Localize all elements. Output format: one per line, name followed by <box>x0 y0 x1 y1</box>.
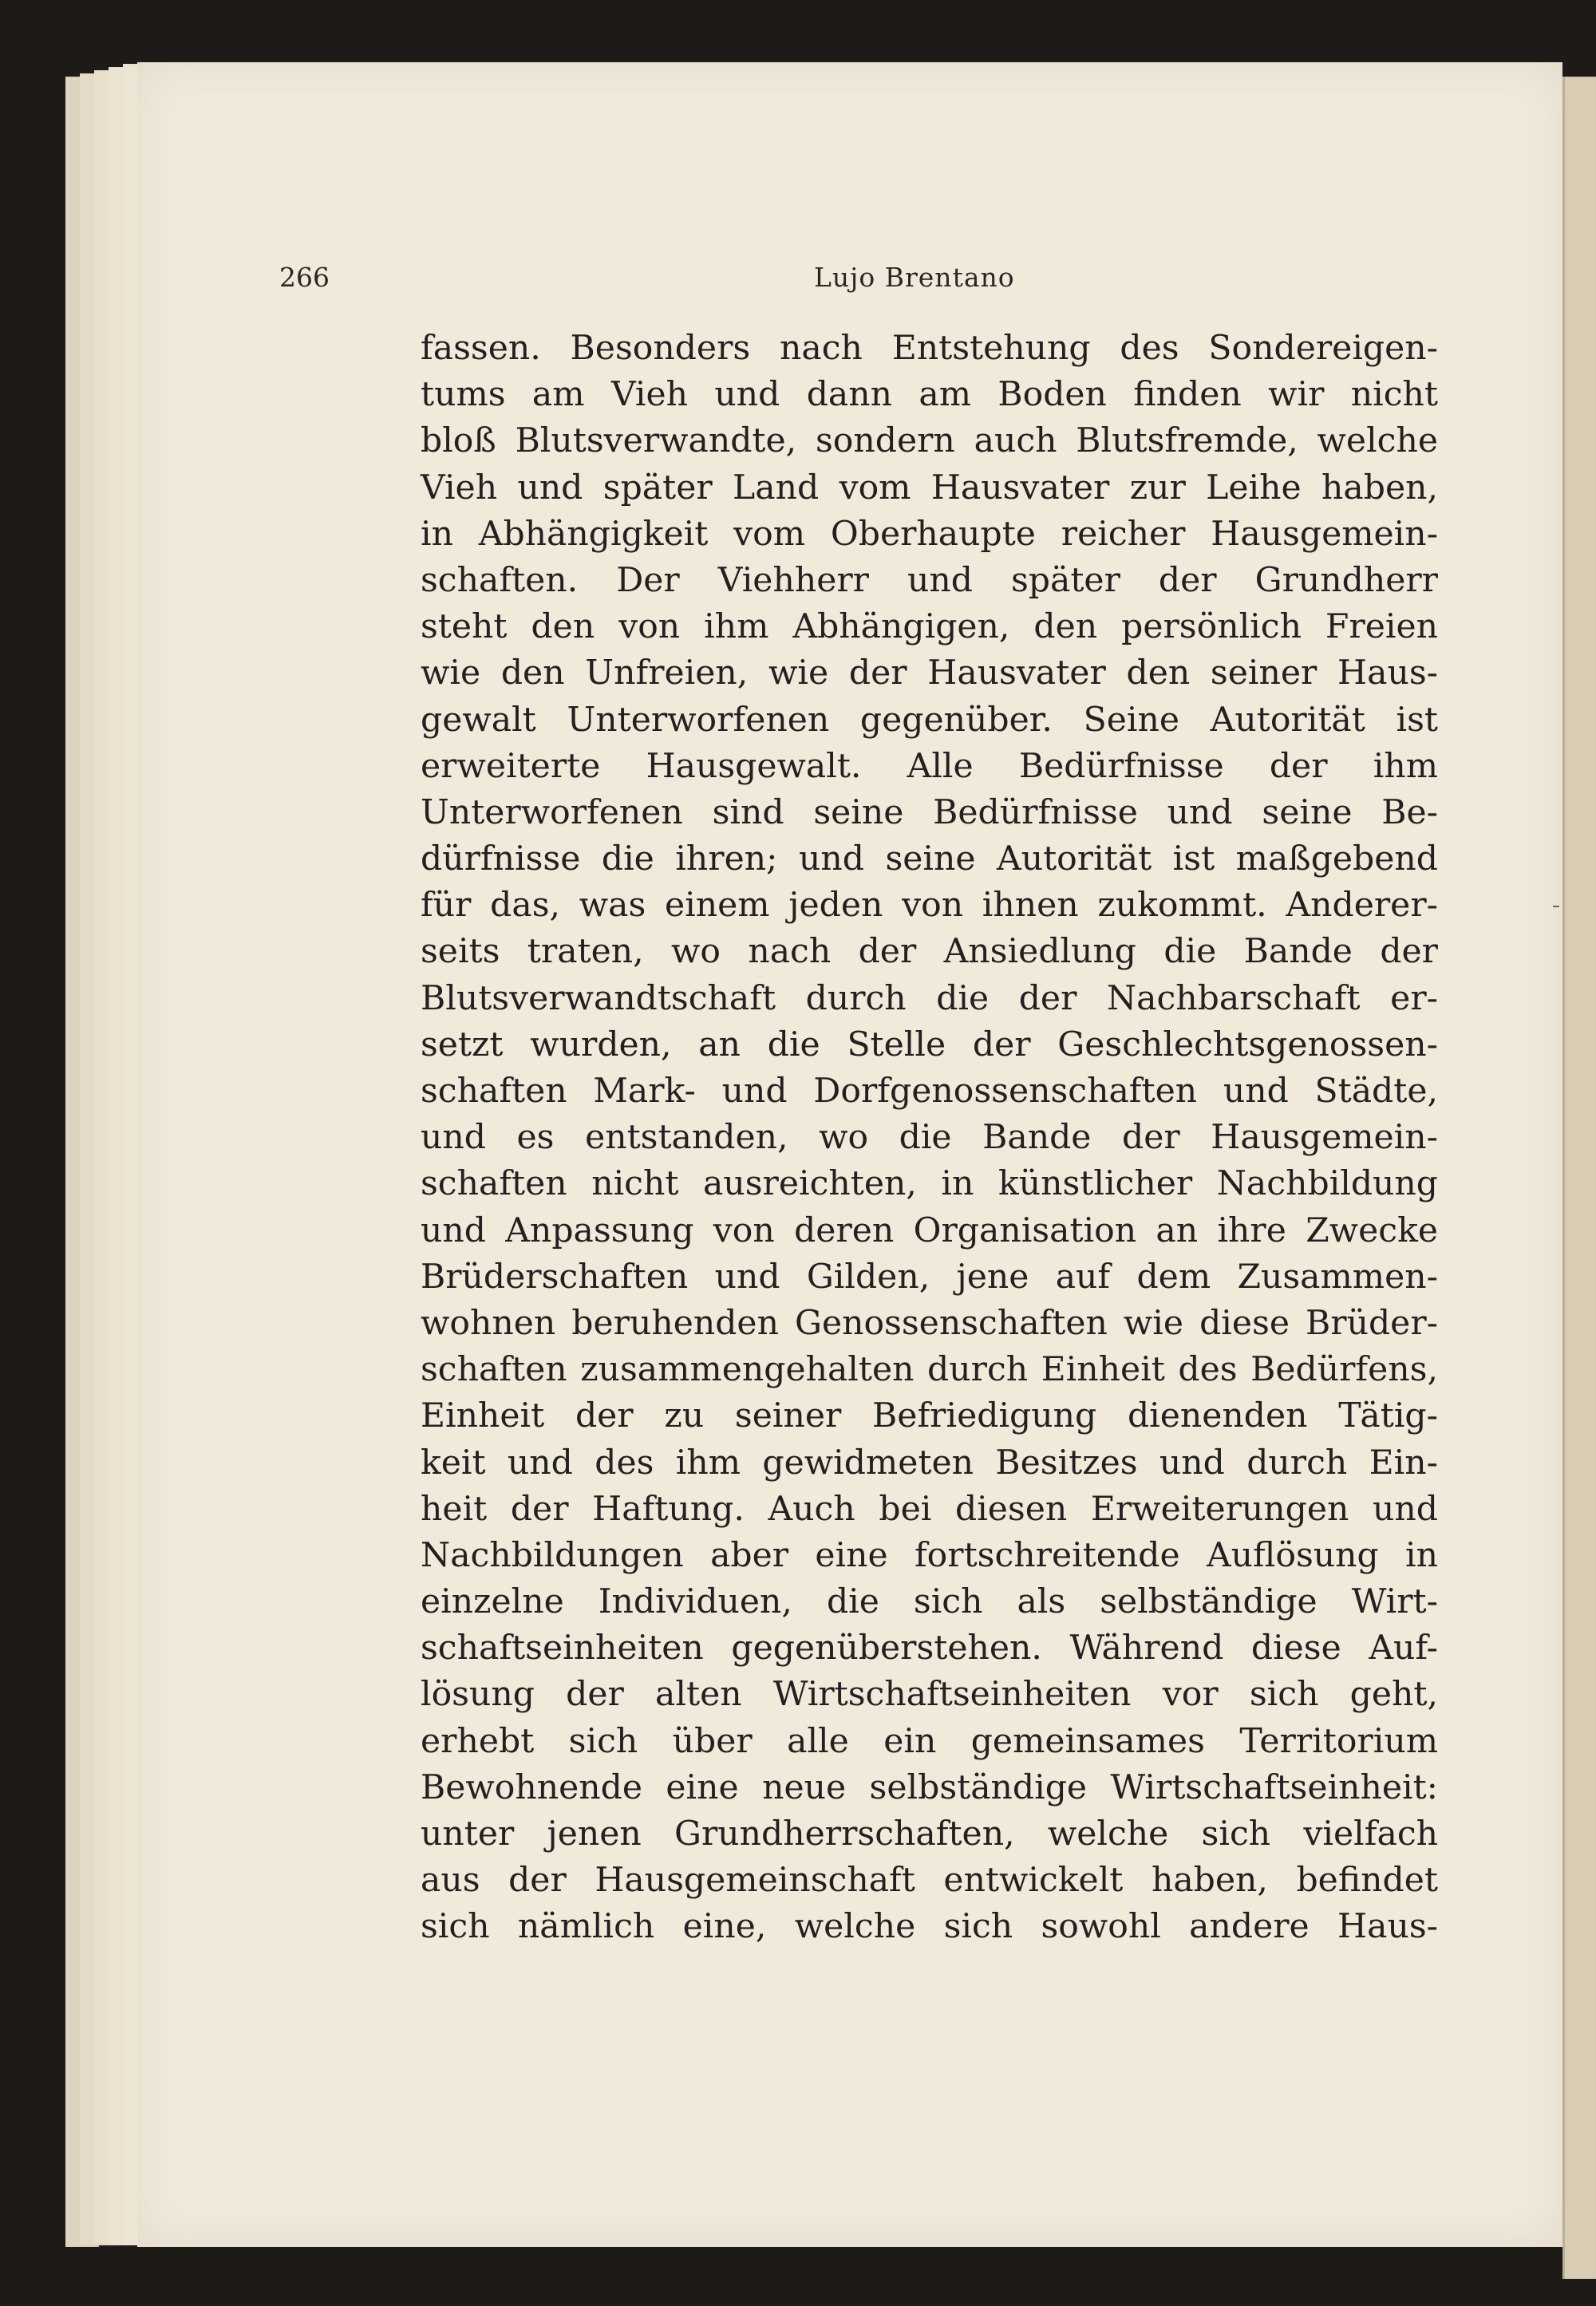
text-line: Vieh und später Land vom Hausvater zur Leihe haben, <box>421 468 1438 507</box>
text-line: Nachbildungen aber eine fortschreitende Auflösung in <box>421 1535 1438 1575</box>
facing-page-edge <box>1562 77 1596 2279</box>
running-head <box>279 262 1037 294</box>
text-line: gewalt Unterworfenen gegenüber. Seine Autorität ist <box>421 700 1438 740</box>
text-line: wohnen beruhenden Genossenschaften wie diese Brüder- <box>421 1303 1438 1343</box>
text-line: und Anpassung von deren Organisation an ihre Zwecke <box>421 1210 1438 1250</box>
text-line: tums am Vieh und dann am Boden finden wir nicht <box>421 375 1438 415</box>
text-line: einzelne Individuen, die sich als selbständige Wirt- <box>421 1582 1438 1622</box>
text-line: Brüderschaften und Gilden, jene auf dem Zusammen- <box>421 1257 1438 1297</box>
text-line: heit der Haftung. Auch bei diesen Erweiterungen und <box>421 1489 1438 1529</box>
text-line: erhebt sich über alle ein gemeinsames Territorium <box>421 1721 1438 1761</box>
text-line: schaften Mark- und Dorfgenossenschaften und Städte, <box>421 1072 1438 1111</box>
text-line: schaften nicht ausreichten, in künstlicher Nachbildung <box>421 1164 1438 1204</box>
running-head-author: Lujo Brentano <box>814 262 1015 293</box>
text-line: Einheit der zu seiner Befriedigung dienenden Tätig- <box>421 1396 1438 1436</box>
text-line: schaften. Der Viehherr und später der Grundherr <box>421 560 1438 600</box>
text-line: wie den Unfreien, wie der Hausvater den seiner Haus- <box>421 653 1438 693</box>
page-number: 266 <box>279 262 330 293</box>
text-line: Bewohnende eine neue selbständige Wirtschaftseinheit: <box>421 1767 1438 1807</box>
text-line: fassen. Besonders nach Entstehung des Sondereigen- <box>421 329 1438 368</box>
margin-mark <box>1553 906 1559 907</box>
text-line: sich nämlich eine, welche sich sowohl andere Haus- <box>421 1907 1438 1947</box>
text-line: dürfnisse die ihren; und seine Autorität ist maßgebend <box>421 839 1438 879</box>
text-line: steht den von ihm Abhängigen, den persönlich Freien <box>421 607 1438 647</box>
text-line: keit und des ihm gewidmeten Besitzes und durch Ein- <box>421 1443 1438 1483</box>
text-line: Unterworfenen sind seine Bedürfnisse und seine Be- <box>421 792 1438 832</box>
text-line: lösung der alten Wirtschaftseinheiten vor sich geht, <box>421 1675 1438 1715</box>
text-line: und es entstanden, wo die Bande der Hausgemein- <box>421 1118 1438 1158</box>
text-line: seits traten, wo nach der Ansiedlung die Bande der <box>421 932 1438 972</box>
text-line: bloß Blutsverwandte, sondern auch Blutsfremde, welche <box>421 421 1438 461</box>
text-line: schaften zusammengehalten durch Einheit des Bedürfens, <box>421 1350 1438 1390</box>
text-line: aus der Hausgemeinschaft entwickelt haben, befindet <box>421 1861 1438 1901</box>
text-line: erweiterte Hausgewalt. Alle Bedürfnisse der ihm <box>421 746 1438 786</box>
text-line: Blutsverwandtschaft durch die der Nachbarschaft er- <box>421 978 1438 1018</box>
body-text <box>421 326 1438 1951</box>
text-line: für das, was einem jeden von ihnen zukommt. Anderer- <box>421 886 1438 926</box>
text-line: unter jenen Grundherrschaften, welche sich vielfach <box>421 1814 1438 1854</box>
text-line: setzt wurden, an die Stelle der Geschlechtsgenossen- <box>421 1025 1438 1064</box>
text-line: in Abhängigkeit vom Oberhaupte reicher Hausgemein- <box>421 514 1438 554</box>
text-line: schaftseinheiten gegenüberstehen. Während diese Auf- <box>421 1629 1438 1668</box>
